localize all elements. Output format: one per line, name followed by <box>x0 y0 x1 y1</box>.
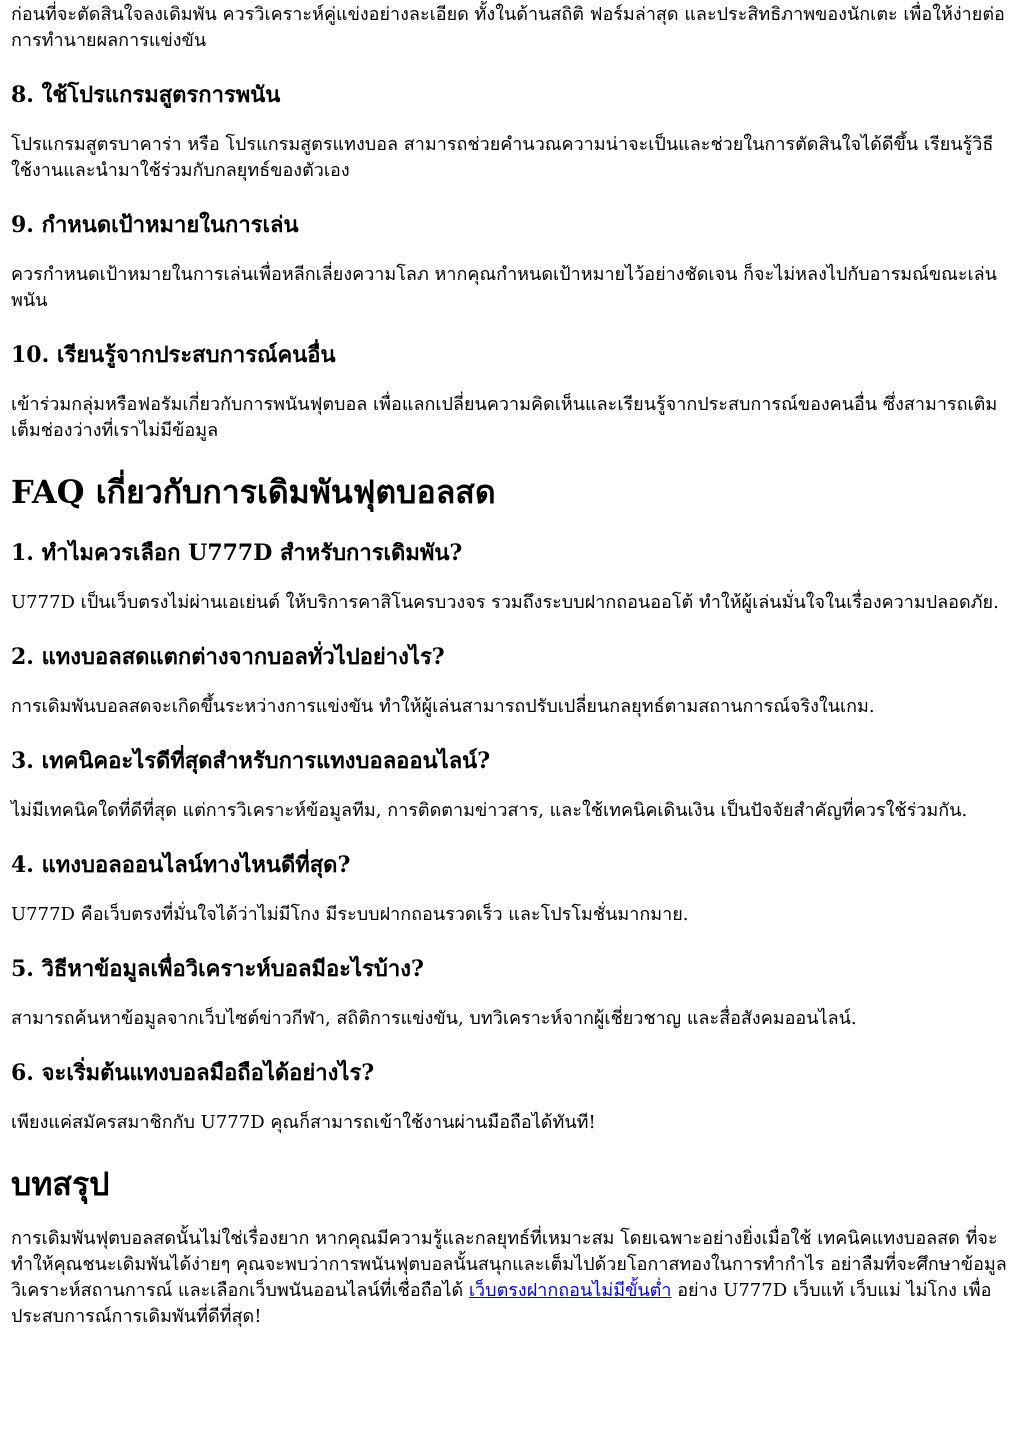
tip-heading: 10. เรียนรู้จากประสบการณ์คนอื่น <box>11 342 336 368</box>
no-minimum-deposit-link[interactable]: เว็บตรงฝากถอนไม่มีขั้นต่ำ <box>468 1280 672 1301</box>
faq-answer: U777D คือเว็บตรงที่มั่นใจได้ว่าไม่มีโกง มีระบบฝากถอนรวดเร็ว และโปรโมชั่นมากมาย. <box>11 904 689 925</box>
faq-answer: ไม่มีเทคนิคใดที่ดีที่สุด แต่การวิเคราะห์ข้อมูลทีม, การติดตามข่าวสาร, และใช้เทคนิคเดินเงิน เป็นปัจจัยสำคัญที่ควรใช้ร่วมกัน. <box>11 800 968 821</box>
faq-title: FAQ เกี่ยวกับการเดิมพันฟุตบอลสด <box>11 473 496 511</box>
tip-heading: 9. กำหนดเป้าหมายในการเล่น <box>11 212 299 238</box>
faq-answer: เพียงแค่สมัครสมาชิกกับ U777D คุณก็สามารถเข้าใช้งานผ่านมือถือได้ทันที! <box>11 1112 596 1133</box>
faq-answer: การเดิมพันบอลสดจะเกิดขึ้นระหว่างการแข่งขัน ทำให้ผู้เล่นสามารถปรับเปลี่ยนกลยุทธ์ตามสถานการณ์จริงในเกม. <box>11 696 875 717</box>
tip-body: เข้าร่วมกลุ่มหรือฟอรัมเกี่ยวกับการพนันฟุตบอล เพื่อแลกเปลี่ยนความคิดเห็นและเรียนรู้จากประสบการณ์ของคนอื่น ซึ่งสามารถเติมเต็มช่องว่างที่เราไม่มีข้อมูล <box>11 394 998 441</box>
tip-body: โปรแกรมสูตรบาคาร่า หรือ โปรแกรมสูตรแทงบอล สามารถช่วยคำนวณความน่าจะเป็นและช่วยในการตัดสินใจได้ดีขึ้น เรียนรู้วิธีใช้งานและนำมาใช้ร่วมกับกลยุทธ์ของตัวเอง <box>11 134 994 181</box>
summary-paragraph <box>11 1226 1012 1330</box>
faq-question: 2. แทงบอลสดแตกต่างจากบอลทั่วไปอย่างไร? <box>11 644 445 670</box>
summary-title: บทสรุป <box>11 1165 110 1203</box>
summary-text-after-link: อย่าง U777D เว็บแท้ เว็บแม่ ไม่โกง เพื่อประสบการณ์การเดิมพันที่ดีที่สุด! <box>11 1280 992 1327</box>
intro-paragraph: ก่อนที่จะตัดสินใจลงเดิมพัน ควรวิเคราะห์คู่แข่งอย่างละเอียด ทั้งในด้านสถิติ ฟอร์มล่าสุด และประสิทธิภาพของนักเตะ เพื่อให้ง่ายต่อการทำนายผลการแข่งขัน <box>11 4 1005 51</box>
faq-question: 6. จะเริ่มต้นแทงบอลมือถือได้อย่างไร? <box>11 1060 375 1086</box>
faq-answer: U777D เป็นเว็บตรงไม่ผ่านเอเย่นต์ ให้บริการคาสิโนครบวงจร รวมถึงระบบฝากถอนออโต้ ทำให้ผู้เล่นมั่นใจในเรื่องความปลอดภัย. <box>11 592 999 613</box>
faq-question: 5. วิธีหาข้อมูลเพื่อวิเคราะห์บอลมีอะไรบ้าง? <box>11 956 424 982</box>
faq-answer: สามารถค้นหาข้อมูลจากเว็บไซต์ข่าวกีฬา, สถิติการแข่งขัน, บทวิเคราะห์จากผู้เชี่ยวชาญ และสื่อสังคมออนไลน์. <box>11 1008 857 1029</box>
faq-question: 1. ทำไมควรเลือก U777D สำหรับการเดิมพัน? <box>11 540 463 566</box>
faq-question: 3. เทคนิคอะไรดีที่สุดสำหรับการแทงบอลออนไลน์? <box>11 748 491 774</box>
tip-heading: 8. ใช้โปรแกรมสูตรการพนัน <box>11 82 281 108</box>
summary-text-before-link: การเดิมพันฟุตบอลสดนั้นไม่ใช่เรื่องยาก หากคุณมีความรู้และกลยุทธ์ที่เหมาะสม โดยเฉพาะอย่างยิ่งเมื่อใช้ เทคนิคแทงบอลสด ที่จะทำให้คุณชนะเดิมพันได้ง่ายๆ คุณจะพบว่าการพนันฟุตบอลนั้นสนุกและเต็มไปด้วยโอกาสทองในการทำกำไร อย่าลืมที่จะศึกษาข้อมูล วิเคราะห์สถานการณ์ และเลือกเว็บพนันออนไลน์ที่เชื่อถือได้ <box>11 1228 1007 1301</box>
tip-body: ควรกำหนดเป้าหมายในการเล่นเพื่อหลีกเลี่ยงความโลภ หากคุณกำหนดเป้าหมายไว้อย่างชัดเจน ก็จะไม่หลงไปกับอารมณ์ขณะเล่นพนัน <box>11 264 997 311</box>
faq-question: 4. แทงบอลออนไลน์ทางไหนดีที่สุด? <box>11 852 351 878</box>
